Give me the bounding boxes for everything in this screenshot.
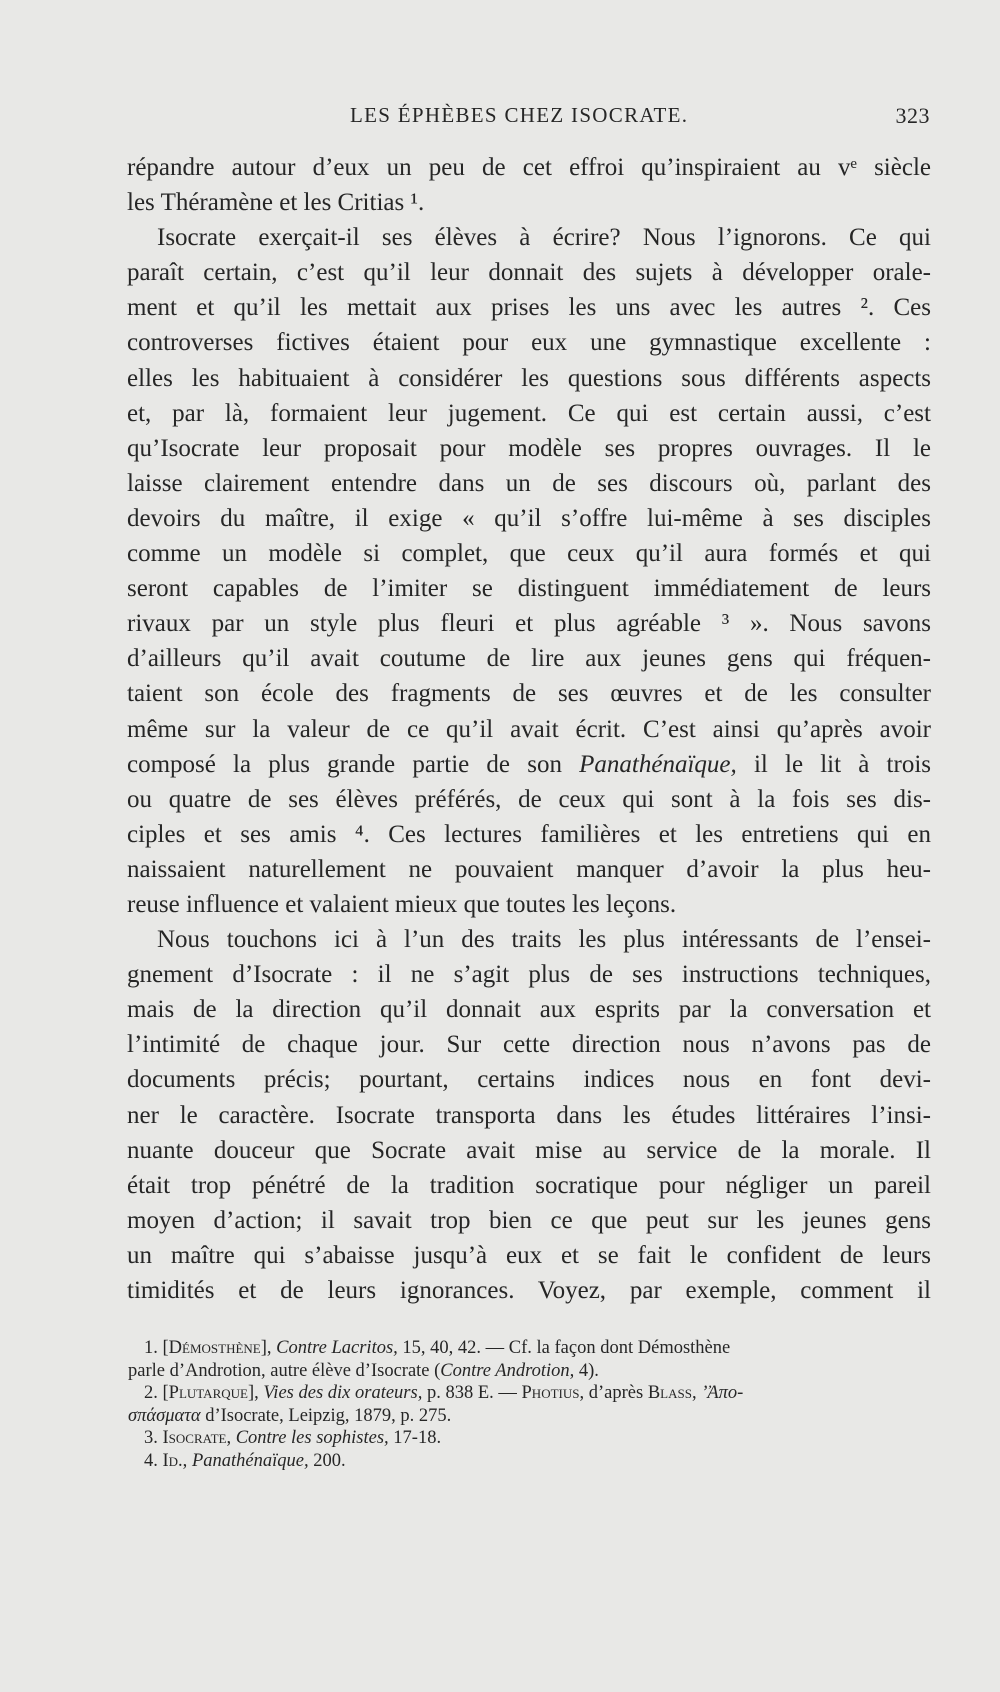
footnote-author: [Plutarque], bbox=[162, 1383, 259, 1403]
text-line: reuse influence et valaient mieux que toutes les leçons. bbox=[127, 890, 677, 918]
text-line: ou quatre de ses élèves préférés, de ceux qui sont à la fois ses dis- bbox=[127, 785, 931, 813]
text-line: elles les habituaient à considérer les questions sous différents aspects bbox=[127, 364, 931, 392]
footnote-author: Id., bbox=[162, 1450, 188, 1471]
text-line: Isocrate exerçait-il ses élèves à écrire? Nous l’ignorons. Ce qui bbox=[157, 224, 931, 252]
text-line: répandre autour d’eux un peu de cet effroi qu’inspiraient au vᵉ siècle bbox=[127, 154, 931, 181]
text-line: documents précis; pourtant, certains indices nous en font devi- bbox=[127, 1066, 931, 1094]
text-line: les Théramène et les Critias ¹. bbox=[127, 189, 425, 217]
footnotes bbox=[128, 1337, 931, 1472]
text-line: d’ailleurs qu’il avait coutume de lire aux jeunes gens qui fréquen- bbox=[127, 645, 931, 673]
text-line: rivaux par un style plus fleuri et plus agréable ³ ». Nous savons bbox=[127, 610, 931, 638]
text-line: mais de la direction qu’il donnait aux esprits par la conversation et bbox=[127, 996, 931, 1024]
text-line: même sur la valeur de ce qu’il avait écrit. C’est ainsi qu’après avoir bbox=[127, 715, 931, 743]
text-line: timidités et de leurs ignorances. Voyez, par exemple, comment il bbox=[127, 1277, 931, 1304]
text-line: comme un modèle si complet, que ceux qu’il aura formés et qui bbox=[127, 540, 931, 568]
footnote-greek: σπάσματα bbox=[128, 1405, 201, 1426]
footnote-3: 3. Isocrate, Contre les sophistes, 17-18. bbox=[144, 1428, 442, 1448]
text-line: l’intimité de chaque jour. Sur cette direction nous n’avons pas de bbox=[127, 1031, 931, 1059]
page-header bbox=[128, 103, 930, 133]
footnote-author: Photius, bbox=[521, 1383, 585, 1403]
footnote-2: 2. [Plutarque], Vies des dix orateurs, p. 838 E. — Photius, d’après Blass, ’Ἀπο- bbox=[144, 1383, 744, 1403]
text-segment: composé la plus grande partie de son bbox=[127, 750, 562, 778]
footnote-1: 1. [Démosthène], Contre Lacritos, 15, 40, 42. — Cf. la façon dont Démosthène bbox=[144, 1338, 731, 1358]
text-line: taient son école des fragments de ses œuvres et de les consulter bbox=[127, 680, 931, 708]
text-line: ciples et ses amis ⁴. Ces lectures familières et les entretiens qui en bbox=[127, 820, 931, 848]
footnote-author: [Démosthène], bbox=[162, 1338, 272, 1358]
footnote-1-continued: parle d’Androtion, autre élève d’Isocrate (Contre Androtion, 4). bbox=[128, 1360, 599, 1381]
text-line: ment et qu’il les mettait aux prises les uns avec les autres ². Ces bbox=[127, 294, 931, 322]
text-line: qu’Isocrate leur proposait pour modèle ses propres ouvrages. Il le bbox=[127, 434, 931, 462]
text-line: seront capables de l’imiter se distinguent immédiatement de leurs bbox=[127, 575, 931, 603]
footnote-title: Vies des dix orateurs, bbox=[263, 1383, 423, 1403]
text-line: laisse clairement entendre dans un de ses discours où, parlant des bbox=[127, 469, 931, 497]
running-title: LES ÉPHÈBES CHEZ ISOCRATE. bbox=[350, 103, 689, 127]
text-line: nuante douceur que Socrate avait mise au service de la morale. Il bbox=[127, 1136, 931, 1164]
text-line: devoirs du maître, il exige « qu’il s’offre lui-même à ses disciples bbox=[127, 504, 931, 532]
footnote-4: 4. Id., Panathénaïque, 200. bbox=[144, 1450, 346, 1471]
footnote-title: Panathénaïque, bbox=[191, 1450, 309, 1471]
work-title: Panathénaïque, bbox=[579, 750, 737, 778]
footnote-title: Contre Androtion, bbox=[440, 1360, 575, 1381]
footnote-2-continued: σπάσματα d’Isocrate, Leipzig, 1879, p. 275. bbox=[128, 1405, 452, 1426]
text-line: un maître qui s’abaisse jusqu’à eux et se fait le confident de leurs bbox=[127, 1241, 931, 1269]
text-line: Nous touchons ici à l’un des traits les plus intéressants de l’ensei- bbox=[157, 926, 931, 954]
footnote-title: Contre les sophistes, bbox=[235, 1428, 389, 1448]
text-line: gnement d’Isocrate : il ne s’agit plus de ses instructions techniques, bbox=[127, 961, 931, 989]
footnote-author: Blass, bbox=[647, 1383, 697, 1403]
text-line: ner le caractère. Isocrate transporta dans les études littéraires l’insi- bbox=[127, 1101, 931, 1129]
text-line bbox=[127, 747, 931, 782]
footnote-author: Isocrate, bbox=[162, 1428, 232, 1448]
text-line: et, par là, formaient leur jugement. Ce qui est certain aussi, c’est bbox=[127, 399, 931, 427]
footnote-greek: ’Ἀπο- bbox=[701, 1383, 744, 1403]
text-line: naissaient naturellement ne pouvaient manquer d’avoir la plus heu- bbox=[127, 855, 931, 883]
text-segment: il le lit à trois bbox=[753, 750, 931, 778]
text-line: moyen d’action; il savait trop bien ce que peut sur les jeunes gens bbox=[127, 1206, 931, 1234]
text-line: était trop pénétré de la tradition socratique pour négliger un pareil bbox=[127, 1171, 931, 1199]
text-line: controverses fictives étaient pour eux une gymnastique excellente : bbox=[127, 329, 931, 357]
page-number: 323 bbox=[895, 103, 930, 128]
main-text bbox=[127, 150, 931, 1308]
footnote-title: Contre Lacritos, bbox=[276, 1338, 398, 1358]
text-line: paraît certain, c’est qu’il leur donnait des sujets à développer orale- bbox=[127, 259, 931, 287]
